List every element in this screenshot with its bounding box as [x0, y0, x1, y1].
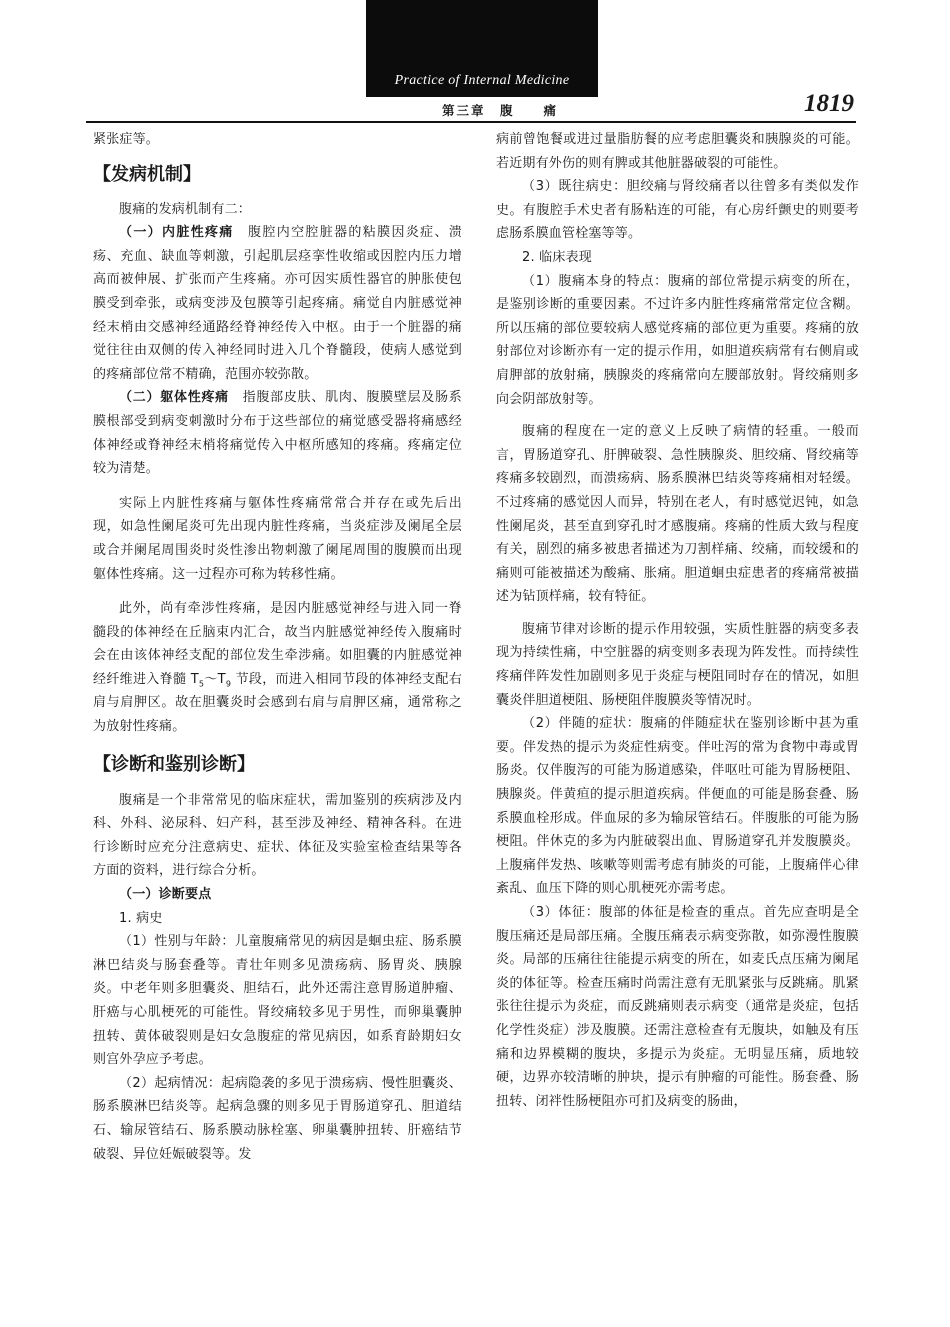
section-heading-diagnosis: 【诊断和鉴别诊断】 — [93, 753, 255, 775]
left-column — [93, 128, 462, 1166]
paragraph-sex-age: （1）性别与年龄：儿童腹痛常见的病因是蛔虫症、肠系膜淋巴结炎与肠套叠等。青壮年则多见溃疡病、肠胃炎、胰腺炎。中老年则多胆囊炎、胆结石，此外还需注意胃肠道肿瘤、肝癌与心肌梗死的可能性。肾绞痛较多见于男性，而卵巢囊肿扭转、黄体破裂则是妇女急腹症的常见病因，如系育龄期妇女则宫外孕应予考虑。 — [93, 934, 462, 1068]
paragraph-accompanying-symptoms: （2）伴随的症状：腹痛的伴随症状在鉴别诊断中甚为重要。伴发热的提示为炎症性病变。伴吐泻的常为食物中毒或胃肠炎。仅伴腹泻的可能为肠道感染，伴呕吐可能为胃肠梗阻、胰腺炎。伴黄疸的提示胆道疾病。伴便血的可能是肠套叠、肠系膜血栓形成。伴血尿的多为输尿管结石。伴腹胀的可能为肠梗阻。伴休克的多为内脏破裂出血、胃肠道穿孔并发腹膜炎。上腹痛伴发热、咳嗽等则需考虑有肺炎的可能，上腹痛伴心律紊乱、血压下降的则心肌梗死亦需考虑。 — [496, 716, 859, 897]
referred-pain-text-b: ～T — [204, 671, 226, 687]
subscript-t9: 9 — [225, 679, 232, 689]
chapter-title: 第三章 腹 痛 — [441, 103, 558, 118]
journal-title-en: Practice of Internal Medicine — [394, 73, 570, 88]
visceral-pain-text: 腹腔内空腔脏器的粘膜因炎症、溃疡、充血、缺血等刺激，引起肌层痉挛性收缩或因腔内压力增高而被伸展、扩张而产生疼痛。亦可因实质性器官的肿胀使包膜受到牵张，或病变涉及包膜等引起疼痛。痛觉自内脏感觉神经末梢由交感神经通路经脊神经传入中枢。由于一个脏器的痛觉往往由双侧的传入神经同时进入几个脊髓段，使病人感觉到的疼痛部位常不精确，范围亦较弥散。 — [93, 225, 462, 382]
referred-pain-text-a: 此外，尚有牵涉性疼痛，是因内脏感觉神经与进入同一脊髓段的体神经在丘脑束内汇合，故当内脏感觉神经传入腹痛时会在由该体神经支配的部位发生牵涉痛。如胆囊的内脏感觉神经纤维进入脊髓 T — [93, 601, 462, 687]
subheading-diagnosis-points: （一）诊断要点 — [119, 887, 212, 903]
header-rule — [86, 121, 856, 123]
paragraph-pain-degree: 腹痛的程度在一定的意义上反映了病情的轻重。一般而言，胃肠道穿孔、肝脾破裂、急性胰腺炎、胆绞痛、肾绞痛等疼痛多较剧烈，而溃疡病、肠系膜淋巴结炎等疼痛相对轻缓。不过疼痛的感觉因人而异，特别在老人，有时感觉迟钝，如急性阑尾炎，甚至直到穿孔时才感腹痛。疼痛的性质大致与程度有关，剧烈的痛多被患者描述为刀割样痛、绞痛，而较缓和的痛则可能被描述为酸痛、胀痛。胆道蛔虫症患者的疼痛常被描述为钻顶样痛，较有特征。 — [496, 424, 859, 605]
paragraph-onset: （2）起病情况：起病隐袭的多见于溃疡病、慢性胆囊炎、肠系膜淋巴结炎等。起病急骤的则多见于胃肠道穿孔、胆道结石、输尿管结石、肠系膜动脉栓塞、卵巢囊肿扭转、肝癌结节破裂、异位妊娠破裂等。发 — [93, 1075, 462, 1162]
paragraph-physical-signs: （3）体征：腹部的体征是检查的重点。首先应查明是全腹压痛还是局部压痛。全腹压痛表示病变弥散，如弥漫性腹膜炎。局部的压痛往往能提示病变的所在，如麦氏点压痛为阑尾炎的体征等。检查压痛时尚需注意有无肌紧张与反跳痛。肌紧张往往提示为炎症，而反跳痛则表示病变（通常是炎症，包括化学性炎症）涉及腹膜。还需注意检查有无腹块，如触及有压痛和边界模糊的腹块，多提示为炎症。无明显压痛，质地较硬，边界亦较清晰的肿块，提示有肿瘤的可能性。肠套叠、肠扭转、闭袢性肠梗阻亦可扪及病变的肠曲， — [496, 905, 859, 1109]
section-heading-mechanism: 【发病机制】 — [93, 163, 201, 185]
referred-pain-text-c: 节段，而进入相同节段的体神经支配右肩与肩胛区。故在胆囊炎时会感到右肩与肩胛区痛，通常称之为放射性疼痛。 — [93, 671, 463, 735]
paragraph-diagnosis-intro: 腹痛是一个非常常见的临床症状，需加鉴别的疾病涉及内科、外科、泌尿科、妇产科，甚至涉及神经、精神各科。在进行诊断时应充分注意病史、症状、体征及实验室检查结果等各方面的资料，进行综合分析。 — [93, 792, 462, 879]
journal-banner — [366, 0, 598, 97]
subheading-visceral-pain: （一）内脏性疼痛 — [119, 225, 234, 241]
paragraph-pain-rhythm: 腹痛节律对诊断的提示作用较强，实质性脏器的病变多表现为持续性痛，中空脏器的病变则多表现为阵发性。而持续性疼痛伴阵发性加剧则多见于炎症与梗阻同时存在的情况，如胆囊炎伴胆道梗阻、肠梗阻伴腹膜炎等情况时。 — [496, 621, 859, 708]
paragraph-continued: 紧张症等。 — [93, 132, 160, 147]
paragraph-visceral-pain — [93, 221, 462, 386]
paragraph-referred-pain — [93, 597, 462, 739]
paragraph-pain-features: （1）腹痛本身的特点：腹痛的部位常提示病变的所在，是鉴别诊断的重要因素。不过许多内脏性疼痛常常定位含糊。所以压痛的部位要较病人感觉疼痛的部位更为重要。疼痛的放射部位对诊断亦有一定的提示作用，如胆道疾病常有右侧肩或肩胛部的放射痛，胰腺炎的疼痛常向左腰部放射。肾绞痛则多向会阴部放射等。 — [496, 273, 859, 407]
paragraph-continued-right: 病前曾饱餐或进过量脂肪餐的应考虑胆囊炎和胰腺炎的可能。若近期有外伤的则有脾或其他脏器破裂的可能性。 — [496, 132, 859, 171]
paragraph-mechanism-intro: 腹痛的发病机制有二： — [119, 201, 252, 217]
paragraph-somatic-pain — [93, 386, 462, 480]
subheading-history: 1. 病史 — [119, 910, 163, 926]
somatic-pain-text: 指腹部皮肤、肌肉、腹膜壁层及肠系膜根部受到病变刺激时分布于这些部位的痛觉感受器将痛感经体神经或脊神经末梢将痛觉传入中枢所感知的疼痛。疼痛定位较为清楚。 — [93, 390, 462, 477]
subheading-clinical: 2. 临床表现 — [522, 249, 592, 265]
paragraph-combined-pain: 实际上内脏性疼痛与躯体性疼痛常常合并存在或先后出现，如急性阑尾炎可先出现内脏性疼痛，当炎症涉及阑尾全层或合并阑尾周围炎时炎性渗出物刺激了阑尾周围的腹膜而出现躯体性疼痛。这一过程亦可称为转移性痛。 — [93, 495, 462, 582]
subscript-t5: 5 — [198, 679, 205, 689]
page-number: 1819 — [804, 90, 854, 117]
paragraph-past-history: （3）既往病史：胆绞痛与肾绞痛者以往曾多有类似发作史。有腹腔手术史者有肠粘连的可能，有心房纤颤史的则要考虑肠系膜血管栓塞等等。 — [496, 179, 859, 242]
right-column — [496, 128, 859, 1113]
subheading-somatic-pain: （二）躯体性疼痛 — [119, 390, 229, 406]
